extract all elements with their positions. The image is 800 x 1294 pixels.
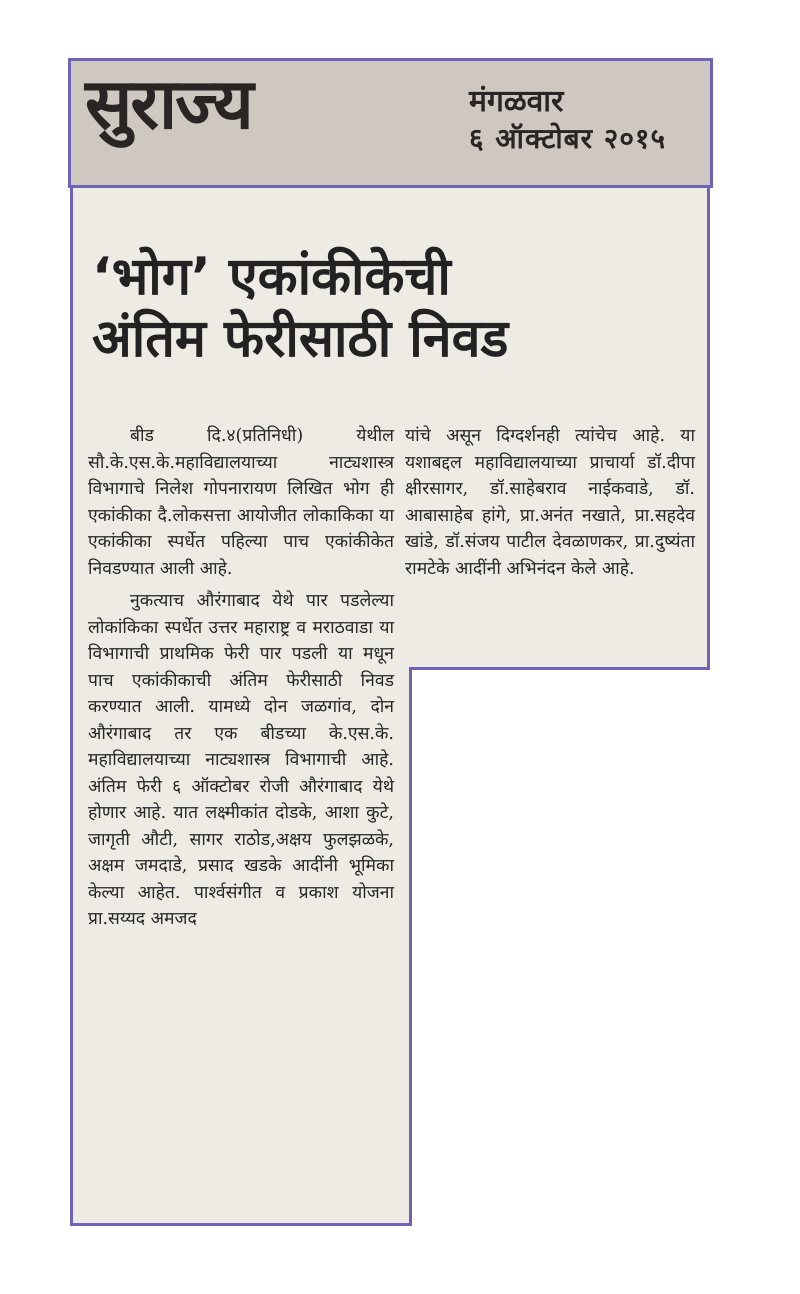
article-paragraph-3: यांचे असून दिग्दर्शनही त्यांचेच आहे. या यशाबद्दल महाविद्यालयाच्या प्राचार्या डॉ.दीपा क्षीरसागर, डॉ.साहेबराव नाईकवाडे, डॉ. आबासाहेब हांगे, प्रा.अनंत नखाते, प्रा.सहदेव खांडे, डॉ.संजय पाटील देवळाणकर, प्रा.दुष्यंता रामटेके आदींनी अभिनंदन केले आहे.	[405, 426, 695, 579]
clipping-cut-edge	[409, 667, 710, 670]
article-paragraph-1: बीड दि.४(प्रतिनिधी) येथील सौ.के.एस.के.महाविद्यालयाच्या नाट्यशास्त्र विभागाचे निलेश गोपनारायण लिखित भोग ही एकांकीका दै.लोकसत्ता आयोजीत लोकाकिका या एकांकीका स्पर्धेत पहिल्या पाच एकांकीकेत निवडण्यात आली आहे.	[88, 426, 394, 579]
publication-day: मंगळवार	[469, 84, 564, 119]
headline-line-1: ‘भोग’ एकांकीकेची	[92, 247, 451, 307]
article-paragraph-2: नुकत्याच औरंगाबाद येथे पार पडलेल्या लोकांकिका स्पर्धेत उत्तर महाराष्ट्र व मराठवाडा या विभागाची प्राथमिक फेरी पार पडली या मधून पाच एकांकीकाची अंतिम फेरीसाठी निवड करण्यात आली. यामध्ये दोन जळगांव, दोन औरंगाबाद तर एक बीडच्या के.एस.के. महाविद्यालयाच्या नाट्यशास्त्र विभागाची आहे. अंतिम फेरी ६ ऑक्टोबर रोजी औरंगाबाद येथे होणार आहे. यात लक्ष्मीकांत दोडके, आशा कुटे, जागृती औटी, सागर राठोड,अक्षय फुलझळके, अक्षम जमदाडे, प्रसाद खडके आदींनी भूमिका केल्या आहेत. पार्श्वसंगीत व प्रकाश योजना प्रा.सय्यद अमजद	[88, 591, 394, 929]
article-column-right	[405, 423, 695, 582]
dateline	[469, 83, 666, 156]
headline-line-2: अंतिम फेरीसाठी निवड	[92, 309, 509, 370]
article-column-left	[88, 423, 394, 933]
newspaper-logo: सुराज्य	[85, 63, 252, 145]
masthead	[68, 58, 713, 188]
publication-date: ६ ऑक्टोबर २०१५	[469, 121, 667, 155]
article-headline	[92, 246, 692, 371]
